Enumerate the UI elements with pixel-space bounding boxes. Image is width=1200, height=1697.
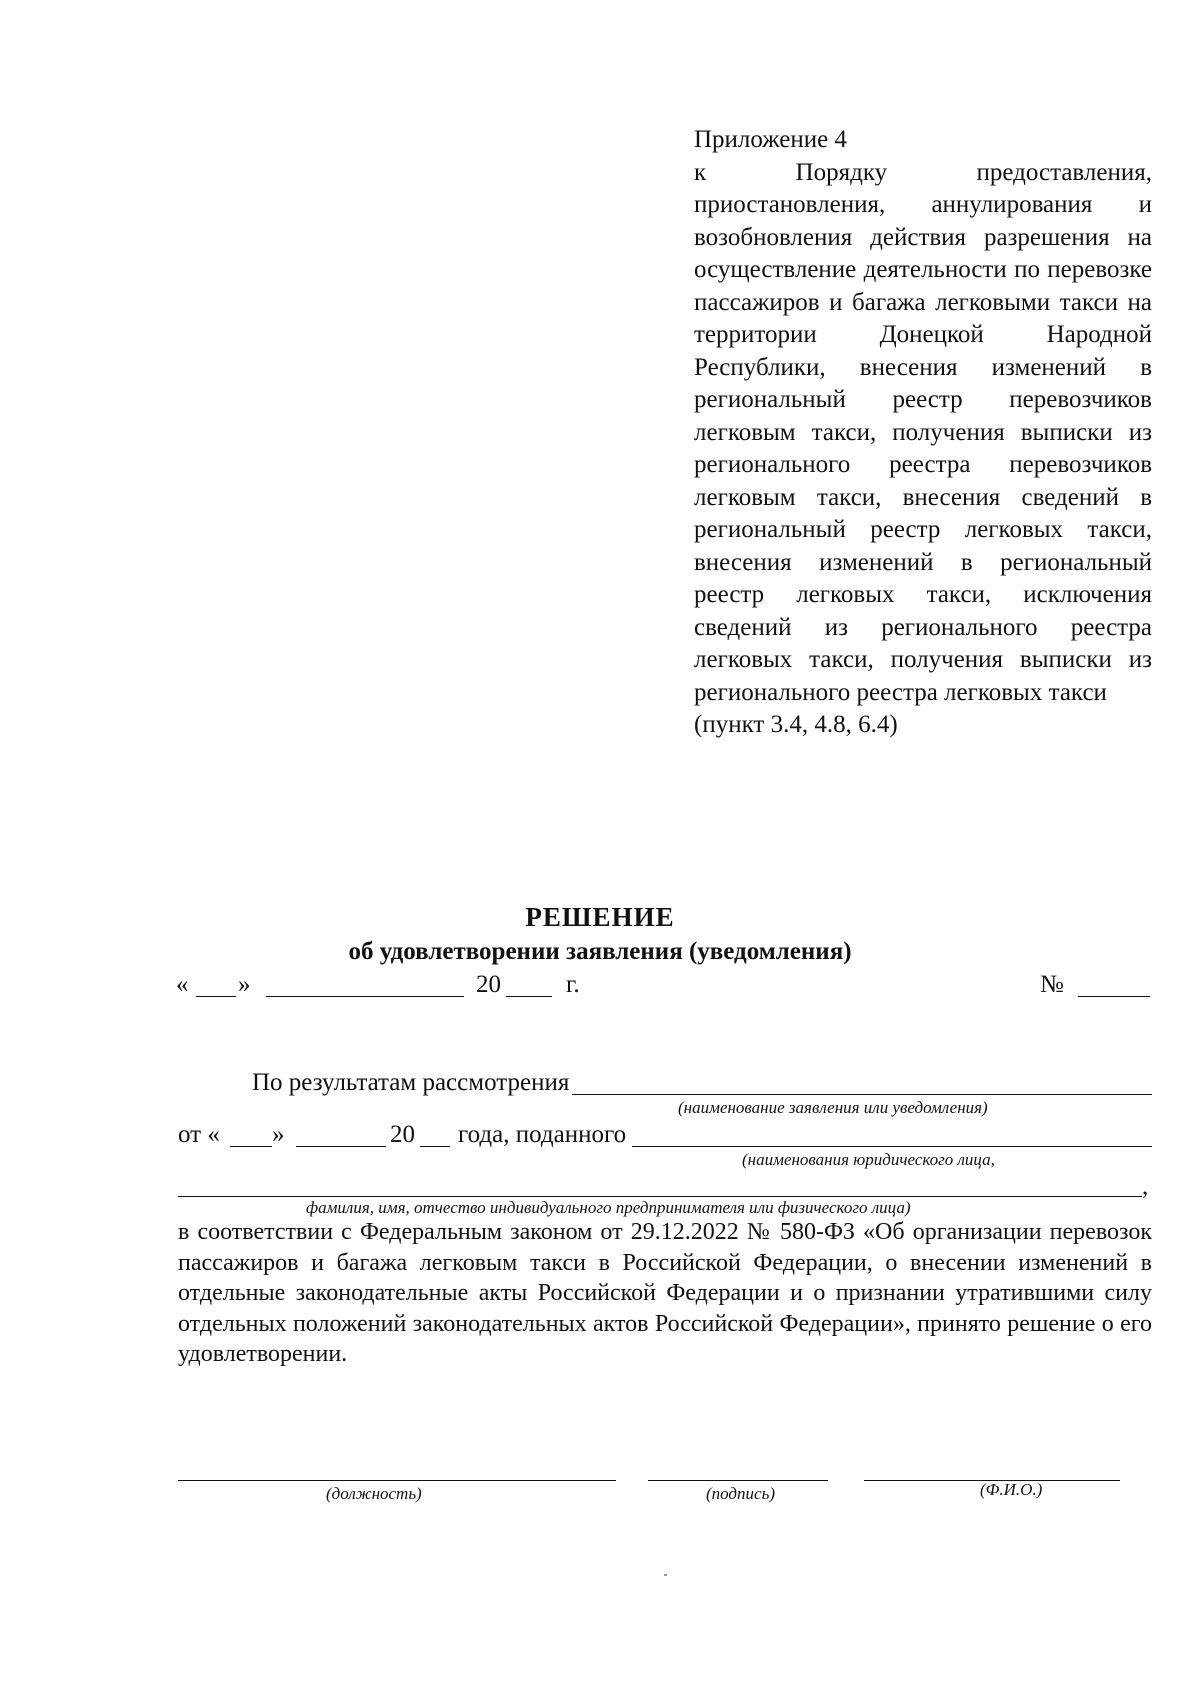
number-label: № [1040, 971, 1064, 998]
from-label: от « [178, 1121, 220, 1148]
position-blank[interactable] [178, 1480, 616, 1481]
appendix-block [694, 124, 1152, 742]
full-name-hint: (Ф.И.О.) [980, 1480, 1043, 1499]
signature-blank[interactable] [648, 1480, 828, 1481]
number-blank[interactable] [1078, 996, 1150, 997]
person-comma: , [1142, 1173, 1149, 1200]
from-year-blank[interactable] [420, 1146, 450, 1147]
date-open-quote: « [176, 971, 189, 998]
submitted-label: года, поданного [458, 1121, 627, 1148]
review-label: По результатам рассмотрения [252, 1069, 570, 1096]
from-year-prefix: 20 [390, 1121, 415, 1148]
from-month-blank[interactable] [296, 1146, 386, 1147]
document-title: РЕШЕНИЕ [525, 902, 675, 932]
date-year-suffix: г. [566, 971, 580, 998]
date-month-blank[interactable] [266, 996, 464, 997]
decision-paragraph: в соответствии с Федеральным законом от 29.12.2022 № 580-ФЗ «Об организации перевозок пассажиров и багажа легковым такси в Российской Федерации, о внесении изменений в отдельные законодательные акты Российской Федерации и о признании утратившими силу отдельных положений законодательных актов Российской Федерации», принято решение о его удовлетворении. [178, 1219, 1152, 1367]
from-close-quote: » [272, 1121, 285, 1148]
review-blank[interactable] [572, 1094, 1152, 1095]
date-year-blank[interactable] [506, 996, 552, 997]
date-day-blank[interactable] [196, 996, 236, 997]
entity-hint: (наименования юридического лица, [742, 1150, 995, 1169]
from-day-blank[interactable] [230, 1146, 272, 1147]
date-close-quote: » [238, 971, 251, 998]
entity-blank[interactable] [632, 1146, 1152, 1147]
signature-hint: (подпись) [706, 1484, 775, 1503]
scan-speck [664, 1574, 667, 1576]
appendix-body: к Порядку предоставления, приостановления, аннулирования и возобновления действия разрешения на осуществление деятельности по перевозке пассажиров и багажа легковыми такси на территории Донецкой Народной Республики, внесения изменений в региональный реестр перевозчиков легковым такси, получения выписки из регионального реестра перевозчиков легковым такси, внесения сведений в региональный реестр легковых такси, внесения изменений в региональный реестр легковых такси, исключения сведений из регионального реестра легковых такси, получения выписки из регионального реестра легковых такси [694, 158, 1152, 706]
person-blank[interactable] [178, 1196, 1142, 1197]
document-subtitle: об удовлетворении заявления (уведомления) [348, 938, 852, 965]
appendix-title: Приложение 4 [694, 126, 847, 153]
date-year-prefix: 20 [476, 971, 501, 998]
person-hint: фамилия, имя, отчество индивидуального предпринимателя или физического лица) [306, 1198, 911, 1217]
appendix-points: (пункт 3.4, 4.8, 6.4) [694, 711, 898, 738]
position-hint: (должность) [326, 1484, 422, 1503]
review-hint: (наименование заявления или уведомления) [678, 1098, 988, 1117]
